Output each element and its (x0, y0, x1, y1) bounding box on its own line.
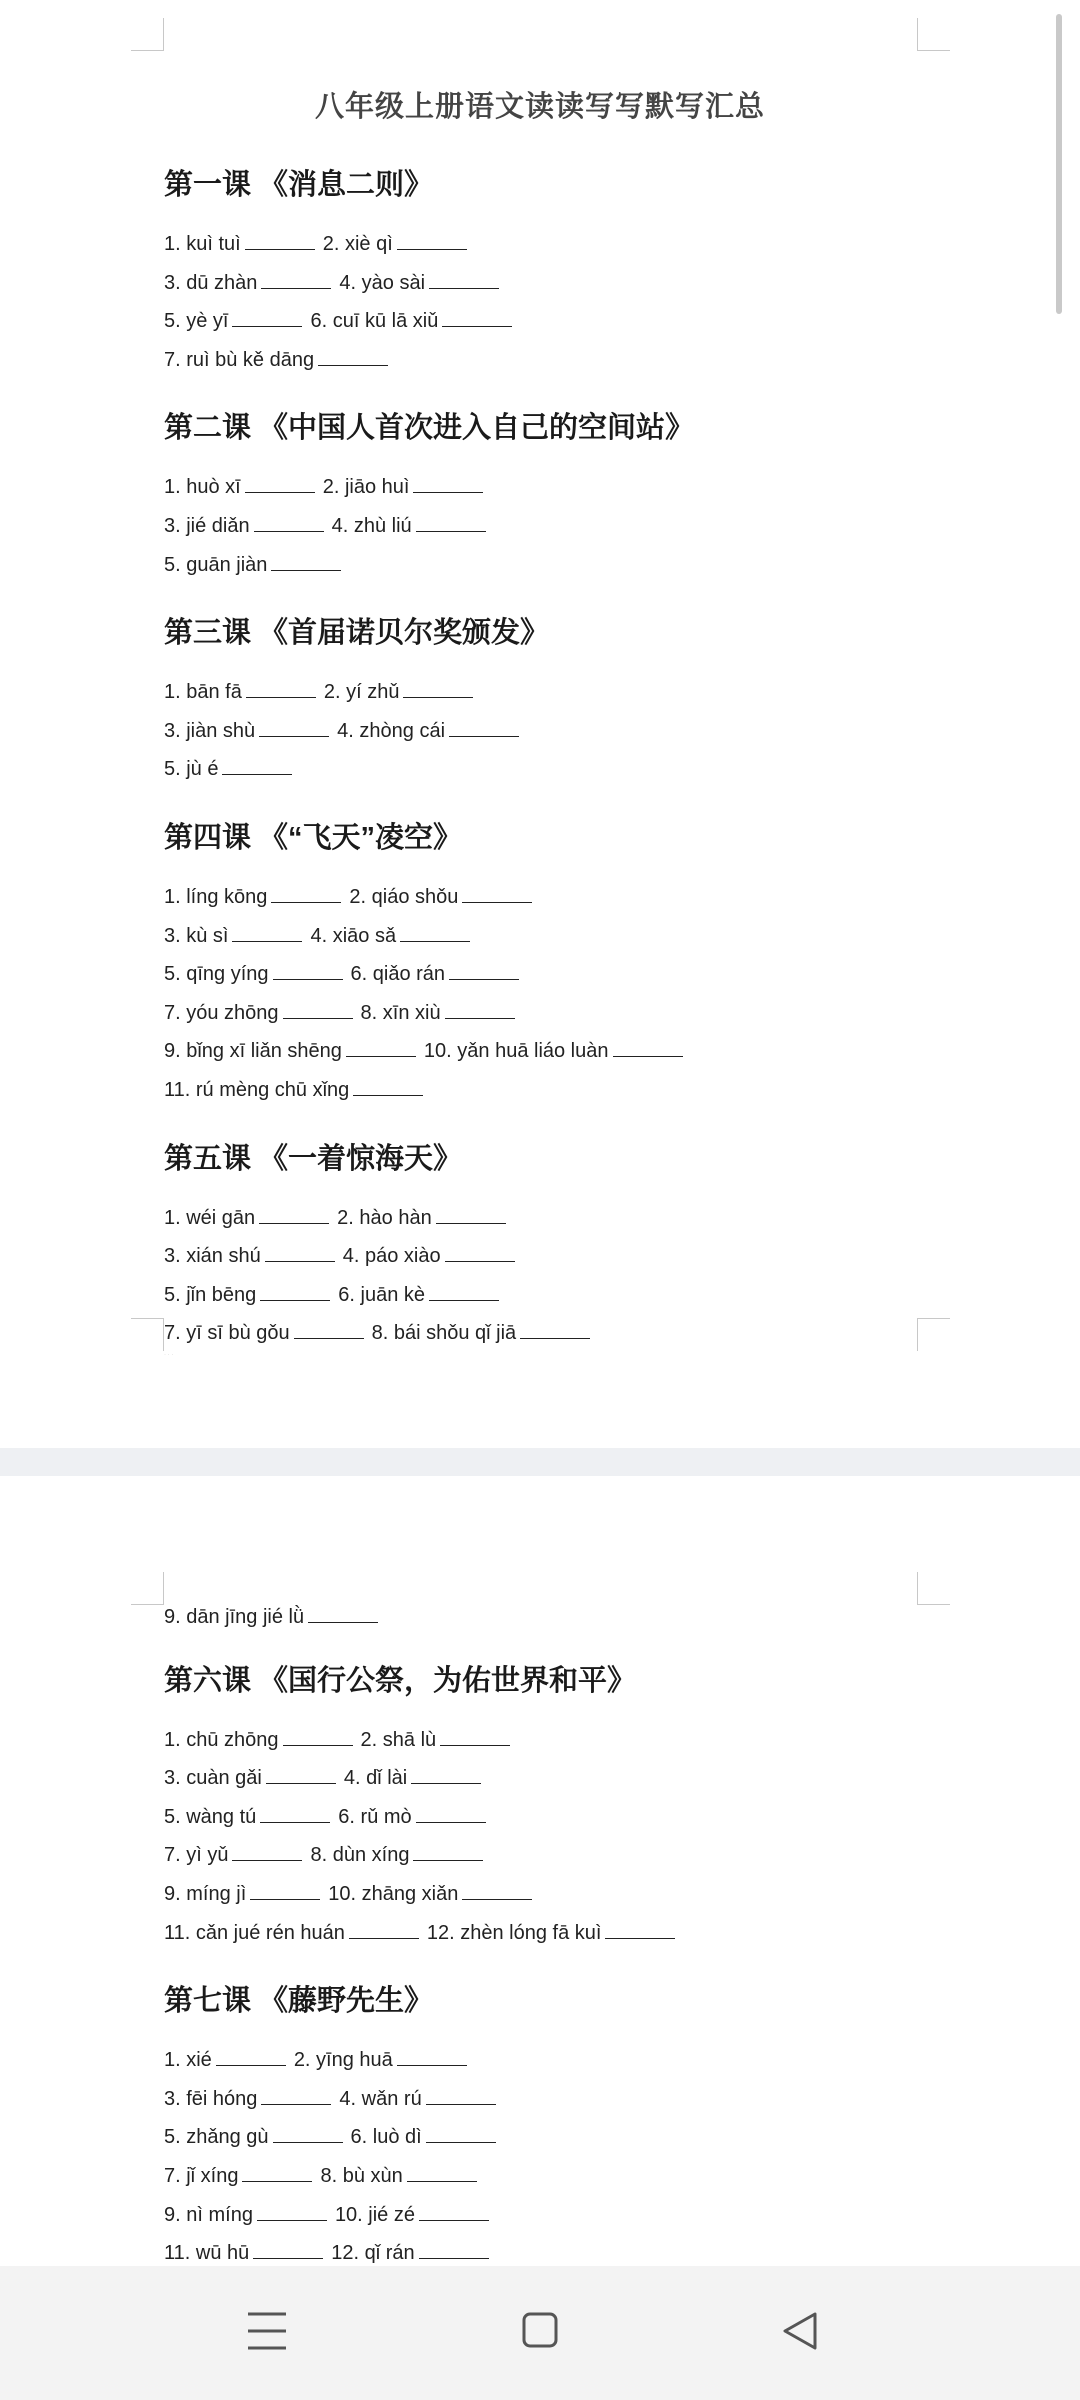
lessons-section-page-2 (164, 1598, 984, 2266)
answer-blank (250, 1881, 320, 1900)
back-triangle-icon[interactable] (765, 2296, 835, 2366)
pinyin-item: 2. yīng huā (293, 2049, 393, 2072)
pinyin-item: 2. shā lù (360, 1728, 437, 1751)
answer-blank (413, 1842, 483, 1861)
pinyin-item: 2. yí zhǔ (323, 681, 400, 704)
pinyin-item: 5. jù é (164, 758, 219, 781)
dictation-line (164, 507, 984, 546)
answer-blank (440, 1727, 510, 1746)
answer-blank (265, 1243, 335, 1262)
pinyin-item: 3. xián shú (164, 1245, 261, 1268)
dictation-line (164, 1314, 984, 1353)
answer-blank (429, 1282, 499, 1301)
dictation-line (164, 878, 984, 917)
pinyin-item: 8. dùn xíng (310, 1844, 410, 1867)
page-separator (0, 1448, 1080, 1476)
pinyin-item: 4. zhù liú (331, 514, 412, 537)
pinyin-item: 11. rú mèng chū xǐng (164, 1078, 350, 1101)
answer-blank (283, 1000, 353, 1019)
scrollbar[interactable] (1056, 14, 1062, 314)
pinyin-item: 12. zhèn lóng fā kuì (426, 1921, 602, 1944)
dictation-line (164, 1836, 984, 1875)
pinyin-item: 5. zhǎng gù (164, 2126, 269, 2149)
answer-blank (397, 2047, 467, 2066)
pinyin-item: 5. qīng yíng (164, 963, 269, 986)
pinyin-item: 6. luò dì (350, 2126, 422, 2149)
answer-blank (260, 1804, 330, 1823)
pinyin-item: 5. guān jiàn (164, 553, 268, 576)
dictation-line (164, 1875, 984, 1914)
answer-blank (449, 961, 519, 980)
dictation-line (164, 468, 984, 507)
dictation-line (164, 1237, 984, 1276)
dictation-line (164, 2234, 984, 2266)
system-navigation-bar (0, 2266, 1080, 2400)
pinyin-item: 2. jiāo huì (322, 476, 410, 499)
pinyin-item: 11. cǎn jué rén huán (164, 1921, 345, 1944)
answer-blank (232, 1842, 302, 1861)
pinyin-item: 8. bù xùn (320, 2164, 403, 2187)
lesson-title: 第七课 《藤野先生》 (164, 1985, 434, 2018)
dictation-line (164, 2118, 984, 2157)
pinyin-item: 1. wéi gān (164, 1206, 256, 1229)
answer-blank (266, 1765, 336, 1784)
pinyin-item: 2. xiè qì (322, 233, 393, 255)
answer-blank (222, 756, 292, 775)
pinyin-item: 1. chū zhōng (164, 1728, 279, 1751)
pinyin-item: 1. xié (164, 2049, 212, 2072)
pinyin-item: 2. qiáo shǒu (349, 885, 459, 908)
dictation-line (164, 1199, 984, 1238)
pinyin-item: 7. yóu zhōng (164, 1001, 279, 1024)
dictation-line (164, 1598, 984, 1637)
lesson-section (164, 1139, 984, 1353)
answer-blank (242, 2163, 312, 2182)
dictation-line (164, 2041, 984, 2080)
answer-blank (605, 1920, 675, 1939)
answer-blank (462, 1881, 532, 1900)
answer-blank (257, 2202, 327, 2221)
answer-blank (318, 347, 388, 366)
answer-blank (520, 1320, 590, 1339)
pinyin-item: 9. dān jīng jié lǜ (164, 1606, 305, 1628)
answer-blank (346, 1038, 416, 1057)
pinyin-item: 6. rǔ mò (338, 1805, 412, 1828)
dictation-line (164, 302, 984, 341)
pinyin-item: 1. bān fā (164, 681, 242, 704)
answer-blank (419, 2202, 489, 2221)
answer-blank (429, 270, 499, 289)
answer-blank (426, 2086, 496, 2105)
answer-blank (273, 2124, 343, 2143)
pinyin-item: 5. yè yī (164, 310, 229, 333)
answer-blank (449, 718, 519, 737)
answer-blank (411, 1765, 481, 1784)
dictation-line (164, 1032, 984, 1071)
lesson-section (164, 818, 984, 1110)
crop-mark-bottom-left (131, 1318, 164, 1351)
lesson-title: 第五课 《一着惊海天》 (164, 1142, 463, 1175)
menu-icon[interactable] (232, 2296, 302, 2366)
pinyin-item: 5. jǐn bēng (164, 1283, 257, 1306)
dictation-line (164, 712, 984, 751)
answer-blank (294, 1320, 364, 1339)
answer-blank (349, 1920, 419, 1939)
dictation-line (164, 673, 984, 712)
answer-blank (308, 1604, 378, 1623)
answer-blank (260, 1282, 330, 1301)
pinyin-item: 7. yì yǔ (164, 1844, 229, 1867)
pinyin-item: 10. zhāng xiǎn (328, 1882, 459, 1905)
dictation-line (164, 1721, 984, 1760)
dictation-line (164, 1798, 984, 1837)
lesson-title: 第三课 《首届诺贝尔奖颁发》 (164, 617, 550, 650)
dictation-line (164, 917, 984, 956)
pinyin-item: 4. xiāo sǎ (310, 924, 397, 947)
answer-blank (462, 884, 532, 903)
dictation-line (164, 341, 984, 380)
pinyin-item: 4. páo xiào (342, 1245, 441, 1268)
pinyin-item: 1. kuì tuì (164, 233, 241, 255)
lesson-title: 第六课 《国行公祭，为佑世界和平》 (164, 1664, 637, 1697)
answer-blank (403, 679, 473, 698)
lesson-section (164, 1661, 984, 1953)
crop-mark-top-right (917, 18, 950, 51)
document-page-2 (0, 1476, 1080, 2266)
answer-blank (261, 270, 331, 289)
pinyin-item: 3. kù sì (164, 924, 229, 947)
pinyin-item: 2. hào hàn (337, 1206, 432, 1229)
page-footer-mark: · · · (164, 1352, 174, 1358)
pinyin-item: 8. bái shǒu qǐ jiā (371, 1322, 517, 1345)
pinyin-item: 11. wū hū (164, 2242, 250, 2265)
pinyin-item: 9. nì míng (164, 2203, 253, 2226)
answer-blank (413, 474, 483, 493)
dictation-line (164, 1071, 984, 1110)
answer-blank (445, 1000, 515, 1019)
answer-blank (283, 1727, 353, 1746)
document-title: 八年级上册语文读读写写默写汇总 (314, 91, 765, 123)
answer-blank (254, 513, 324, 532)
answer-blank (246, 679, 316, 698)
answer-blank (445, 1243, 515, 1262)
dictation-line (164, 1276, 984, 1315)
dictation-line (164, 2196, 984, 2235)
lesson-title: 第一课 《消息二则》 (164, 169, 434, 201)
pinyin-item: 6. cuī kū lā xiǔ (310, 310, 439, 333)
answer-blank (400, 923, 470, 942)
lesson-title: 第四课 《“飞天”凌空》 (164, 821, 463, 854)
answer-blank (261, 2086, 331, 2105)
answer-blank (442, 308, 512, 327)
pinyin-item: 5. wàng tú (164, 1805, 257, 1828)
answer-blank (271, 884, 341, 903)
pinyin-item: 10. yǎn huā liáo luàn (423, 1040, 609, 1063)
answer-blank (613, 1038, 683, 1057)
answer-blank (419, 2240, 489, 2259)
answer-blank (397, 231, 467, 250)
pinyin-item: 9. bǐng xī liǎn shēng (164, 1040, 342, 1063)
lessons-section-page-1 (164, 165, 984, 1382)
pinyin-item: 7. jǐ xíng (164, 2164, 239, 2187)
answer-blank (416, 1804, 486, 1823)
home-square-icon[interactable] (505, 2296, 575, 2366)
crop-mark-top-left (131, 18, 164, 51)
answer-blank (436, 1205, 506, 1224)
answer-blank (253, 2240, 323, 2259)
pinyin-item: 4. yào sài (339, 271, 426, 294)
dictation-line (164, 994, 984, 1033)
answer-blank (245, 231, 315, 250)
pinyin-item: 1. líng kōng (164, 885, 268, 908)
answer-blank (232, 308, 302, 327)
answer-blank (232, 923, 302, 942)
pinyin-item: 3. fēi hóng (164, 2087, 258, 2110)
lesson-section (164, 1981, 984, 2266)
dictation-line (164, 955, 984, 994)
pinyin-item: 4. wǎn rú (339, 2087, 422, 2110)
pinyin-item: 7. ruì bù kě dāng (164, 348, 315, 371)
pinyin-item: 6. juān kè (338, 1283, 426, 1306)
pinyin-item: 3. cuàn gǎi (164, 1767, 262, 1790)
dictation-line (164, 2080, 984, 2119)
dictation-line (164, 1914, 984, 1953)
answer-blank (416, 513, 486, 532)
pinyin-item: 7. yī sī bù gǒu (164, 1322, 290, 1345)
pinyin-item: 12. qǐ rán (331, 2242, 415, 2265)
crop-mark-top-left (131, 1572, 164, 1605)
pinyin-item: 1. huò xī (164, 476, 241, 499)
dictation-line (164, 2157, 984, 2196)
dictation-line (164, 264, 984, 303)
dictation-line (164, 546, 984, 585)
answer-blank (259, 718, 329, 737)
answer-blank (426, 2124, 496, 2143)
pinyin-item: 6. qiǎo rán (350, 963, 446, 986)
pinyin-item: 3. dū zhàn (164, 271, 258, 294)
pinyin-item: 10. jié zé (334, 2203, 415, 2226)
answer-blank (245, 474, 315, 493)
answer-blank (353, 1077, 423, 1096)
pinyin-item: 3. jiàn shù (164, 719, 256, 742)
answer-blank (407, 2163, 477, 2182)
lesson-section (164, 165, 984, 379)
pinyin-item: 3. jié diǎn (164, 514, 250, 537)
dictation-line (164, 225, 984, 264)
answer-blank (216, 2047, 286, 2066)
answer-blank (273, 961, 343, 980)
dictation-line (164, 1759, 984, 1798)
pinyin-item: 4. dǐ lài (343, 1767, 408, 1790)
answer-blank (259, 1205, 329, 1224)
pinyin-item: 8. xīn xiù (360, 1001, 441, 1024)
answer-blank (271, 552, 341, 571)
dictation-line (164, 750, 984, 789)
pinyin-item: 9. míng jì (164, 1882, 247, 1905)
lesson-section (164, 408, 984, 584)
pinyin-item: 4. zhòng cái (337, 719, 446, 742)
lesson-title: 第二课 《中国人首次进入自己的空间站》 (164, 412, 695, 445)
lesson-section (164, 613, 984, 789)
